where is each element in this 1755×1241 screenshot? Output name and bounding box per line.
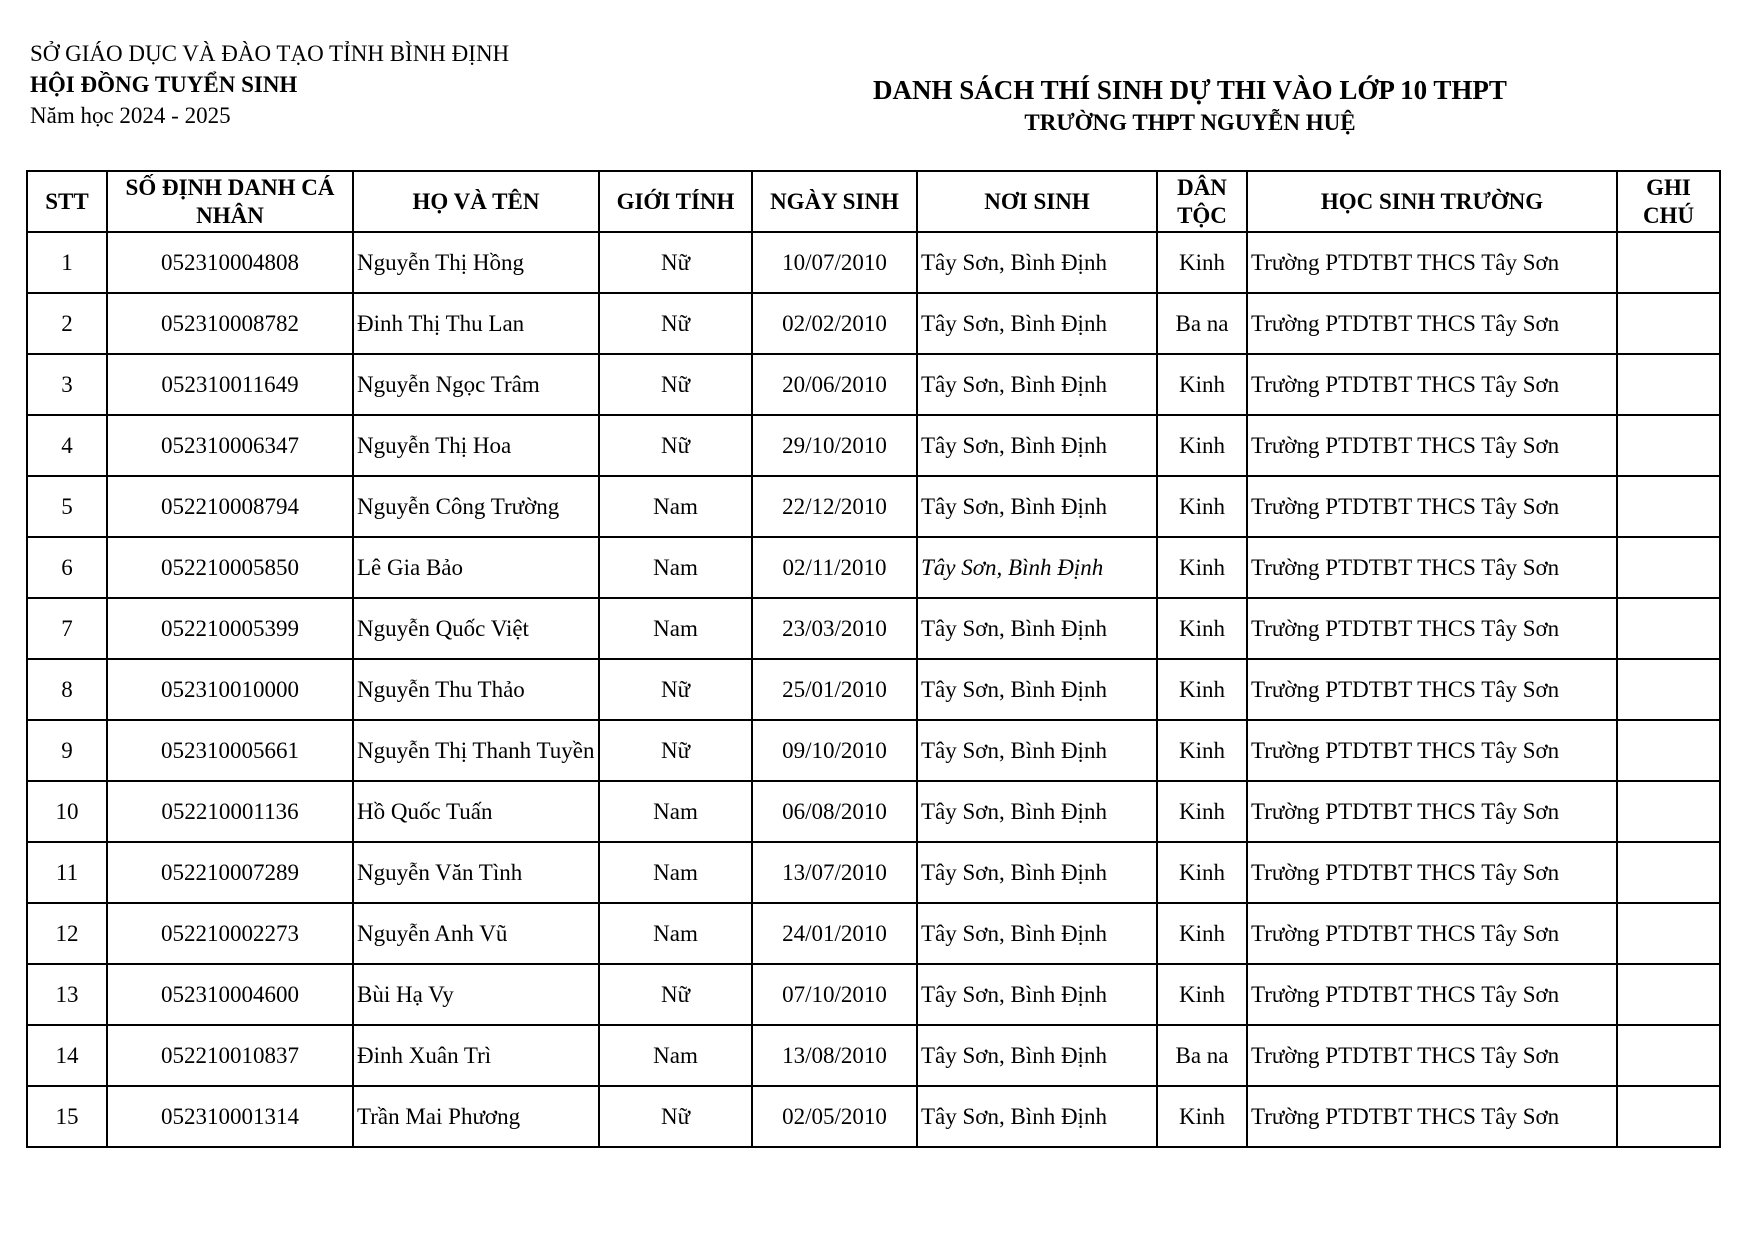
cell-school: Trường PTDTBT THCS Tây Sơn: [1247, 659, 1617, 720]
cell-gender: Nữ: [599, 232, 752, 293]
cell-stt: 8: [27, 659, 107, 720]
cell-note: [1617, 354, 1720, 415]
cell-id: 052210001136: [107, 781, 353, 842]
cell-ethnicity: Kinh: [1157, 903, 1247, 964]
cell-gender: Nam: [599, 537, 752, 598]
cell-note: [1617, 537, 1720, 598]
cell-name: Nguyễn Thị Thanh Tuyền: [353, 720, 599, 781]
document-title: DANH SÁCH THÍ SINH DỰ THI VÀO LỚP 10 THPT: [873, 75, 1507, 105]
cell-school: Trường PTDTBT THCS Tây Sơn: [1247, 903, 1617, 964]
cell-stt: 5: [27, 476, 107, 537]
cell-gender: Nữ: [599, 659, 752, 720]
cell-ethnicity: Kinh: [1157, 598, 1247, 659]
cell-stt: 10: [27, 781, 107, 842]
cell-birthplace: Tây Sơn, Bình Định: [917, 598, 1157, 659]
table-header-row: [27, 171, 1720, 232]
cell-name: Hồ Quốc Tuấn: [353, 781, 599, 842]
cell-school: Trường PTDTBT THCS Tây Sơn: [1247, 720, 1617, 781]
cell-dob: 02/11/2010: [752, 537, 917, 598]
cell-name: Đinh Thị Thu Lan: [353, 293, 599, 354]
department-name: SỞ GIÁO DỤC VÀ ĐÀO TẠO TỈNH BÌNH ĐỊNH: [30, 41, 510, 66]
cell-id: 052210010837: [107, 1025, 353, 1086]
cell-gender: Nữ: [599, 354, 752, 415]
cell-note: [1617, 415, 1720, 476]
cell-note: [1617, 598, 1720, 659]
cell-note: [1617, 1086, 1720, 1147]
cell-stt: 1: [27, 232, 107, 293]
cell-birthplace: Tây Sơn, Bình Định: [917, 1086, 1157, 1147]
cell-gender: Nam: [599, 598, 752, 659]
candidate-table: [26, 170, 1721, 1148]
cell-name: Nguyễn Công Trường: [353, 476, 599, 537]
cell-id: 052310008782: [107, 293, 353, 354]
cell-birthplace: Tây Sơn, Bình Định: [917, 537, 1157, 598]
table-row: [27, 354, 1720, 415]
cell-id: 052310010000: [107, 659, 353, 720]
cell-ethnicity: Ba na: [1157, 1025, 1247, 1086]
table-row: [27, 659, 1720, 720]
cell-stt: 11: [27, 842, 107, 903]
cell-id: 052310005661: [107, 720, 353, 781]
cell-dob: 22/12/2010: [752, 476, 917, 537]
cell-school: Trường PTDTBT THCS Tây Sơn: [1247, 293, 1617, 354]
cell-stt: 7: [27, 598, 107, 659]
cell-dob: 25/01/2010: [752, 659, 917, 720]
cell-gender: Nam: [599, 842, 752, 903]
cell-note: [1617, 903, 1720, 964]
issuer-block: [30, 38, 509, 131]
cell-dob: 02/02/2010: [752, 293, 917, 354]
cell-ethnicity: Kinh: [1157, 354, 1247, 415]
cell-name: Nguyễn Thị Hoa: [353, 415, 599, 476]
table-row: [27, 1086, 1720, 1147]
cell-dob: 29/10/2010: [752, 415, 917, 476]
cell-stt: 3: [27, 354, 107, 415]
cell-note: [1617, 659, 1720, 720]
cell-school: Trường PTDTBT THCS Tây Sơn: [1247, 781, 1617, 842]
cell-ethnicity: Ba na: [1157, 293, 1247, 354]
council-name: HỘI ĐỒNG TUYỂN SINH: [30, 72, 298, 97]
cell-ethnicity: Kinh: [1157, 1086, 1247, 1147]
cell-dob: 24/01/2010: [752, 903, 917, 964]
cell-gender: Nữ: [599, 293, 752, 354]
cell-dob: 02/05/2010: [752, 1086, 917, 1147]
cell-stt: 15: [27, 1086, 107, 1147]
cell-birthplace: Tây Sơn, Bình Định: [917, 476, 1157, 537]
cell-ethnicity: Kinh: [1157, 781, 1247, 842]
cell-school: Trường PTDTBT THCS Tây Sơn: [1247, 415, 1617, 476]
col-header-birthplace: NƠI SINH: [917, 171, 1157, 232]
cell-name: Nguyễn Văn Tình: [353, 842, 599, 903]
cell-school: Trường PTDTBT THCS Tây Sơn: [1247, 476, 1617, 537]
cell-birthplace: Tây Sơn, Bình Định: [917, 232, 1157, 293]
cell-id: 052210007289: [107, 842, 353, 903]
cell-stt: 9: [27, 720, 107, 781]
cell-name: Nguyễn Thu Thảo: [353, 659, 599, 720]
cell-ethnicity: Kinh: [1157, 537, 1247, 598]
cell-gender: Nam: [599, 1025, 752, 1086]
cell-note: [1617, 1025, 1720, 1086]
cell-id: 052310011649: [107, 354, 353, 415]
table-row: [27, 537, 1720, 598]
cell-school: Trường PTDTBT THCS Tây Sơn: [1247, 598, 1617, 659]
cell-name: Lê Gia Bảo: [353, 537, 599, 598]
cell-stt: 12: [27, 903, 107, 964]
cell-ethnicity: Kinh: [1157, 659, 1247, 720]
table-row: [27, 903, 1720, 964]
cell-gender: Nam: [599, 781, 752, 842]
cell-school: Trường PTDTBT THCS Tây Sơn: [1247, 354, 1617, 415]
cell-ethnicity: Kinh: [1157, 232, 1247, 293]
cell-id: 052310004600: [107, 964, 353, 1025]
cell-school: Trường PTDTBT THCS Tây Sơn: [1247, 537, 1617, 598]
table-row: [27, 598, 1720, 659]
cell-gender: Nam: [599, 903, 752, 964]
table-row: [27, 232, 1720, 293]
cell-id: 052310006347: [107, 415, 353, 476]
cell-school: Trường PTDTBT THCS Tây Sơn: [1247, 1086, 1617, 1147]
table-body: [27, 232, 1720, 1147]
cell-note: [1617, 476, 1720, 537]
table-row: [27, 293, 1720, 354]
table-row: [27, 781, 1720, 842]
cell-id: 052210002273: [107, 903, 353, 964]
cell-dob: 23/03/2010: [752, 598, 917, 659]
cell-name: Bùi Hạ Vy: [353, 964, 599, 1025]
cell-note: [1617, 964, 1720, 1025]
cell-note: [1617, 842, 1720, 903]
col-header-id: SỐ ĐỊNH DANH CÁ NHÂN: [107, 171, 353, 232]
cell-birthplace: Tây Sơn, Bình Định: [917, 903, 1157, 964]
cell-stt: 14: [27, 1025, 107, 1086]
document-subtitle: TRƯỜNG THPT NGUYỄN HUỆ: [1024, 110, 1356, 135]
cell-gender: Nữ: [599, 1086, 752, 1147]
cell-dob: 10/07/2010: [752, 232, 917, 293]
table-row: [27, 1025, 1720, 1086]
cell-ethnicity: Kinh: [1157, 476, 1247, 537]
cell-birthplace: Tây Sơn, Bình Định: [917, 842, 1157, 903]
cell-id: 052310001314: [107, 1086, 353, 1147]
col-header-dob: NGÀY SINH: [752, 171, 917, 232]
cell-note: [1617, 720, 1720, 781]
cell-birthplace: Tây Sơn, Bình Định: [917, 1025, 1157, 1086]
cell-id: 052210005850: [107, 537, 353, 598]
cell-gender: Nam: [599, 476, 752, 537]
table-row: [27, 720, 1720, 781]
cell-birthplace: Tây Sơn, Bình Định: [917, 415, 1157, 476]
cell-dob: 06/08/2010: [752, 781, 917, 842]
cell-ethnicity: Kinh: [1157, 842, 1247, 903]
cell-stt: 2: [27, 293, 107, 354]
cell-ethnicity: Kinh: [1157, 415, 1247, 476]
cell-name: Trần Mai Phương: [353, 1086, 599, 1147]
cell-note: [1617, 293, 1720, 354]
cell-birthplace: Tây Sơn, Bình Định: [917, 354, 1157, 415]
cell-school: Trường PTDTBT THCS Tây Sơn: [1247, 842, 1617, 903]
cell-dob: 13/07/2010: [752, 842, 917, 903]
table-row: [27, 964, 1720, 1025]
cell-ethnicity: Kinh: [1157, 720, 1247, 781]
title-block: [780, 72, 1600, 138]
cell-dob: 09/10/2010: [752, 720, 917, 781]
table-row: [27, 842, 1720, 903]
cell-birthplace: Tây Sơn, Bình Định: [917, 964, 1157, 1025]
col-header-name: HỌ VÀ TÊN: [353, 171, 599, 232]
cell-id: 052210008794: [107, 476, 353, 537]
cell-stt: 4: [27, 415, 107, 476]
cell-birthplace: Tây Sơn, Bình Định: [917, 720, 1157, 781]
cell-name: Nguyễn Anh Vũ: [353, 903, 599, 964]
cell-school: Trường PTDTBT THCS Tây Sơn: [1247, 964, 1617, 1025]
cell-note: [1617, 232, 1720, 293]
school-year: Năm học 2024 - 2025: [30, 103, 231, 128]
cell-name: Nguyễn Thị Hồng: [353, 232, 599, 293]
cell-gender: Nữ: [599, 415, 752, 476]
cell-birthplace: Tây Sơn, Bình Định: [917, 293, 1157, 354]
table-row: [27, 476, 1720, 537]
cell-school: Trường PTDTBT THCS Tây Sơn: [1247, 232, 1617, 293]
cell-name: Nguyễn Quốc Việt: [353, 598, 599, 659]
col-header-school: HỌC SINH TRƯỜNG: [1247, 171, 1617, 232]
cell-dob: 13/08/2010: [752, 1025, 917, 1086]
col-header-gender: GIỚI TÍNH: [599, 171, 752, 232]
col-header-note: GHI CHÚ: [1617, 171, 1720, 232]
col-header-ethnicity: DÂN TỘC: [1157, 171, 1247, 232]
cell-gender: Nữ: [599, 964, 752, 1025]
cell-note: [1617, 781, 1720, 842]
cell-ethnicity: Kinh: [1157, 964, 1247, 1025]
cell-stt: 13: [27, 964, 107, 1025]
table-row: [27, 415, 1720, 476]
cell-id: 052310004808: [107, 232, 353, 293]
cell-school: Trường PTDTBT THCS Tây Sơn: [1247, 1025, 1617, 1086]
cell-dob: 07/10/2010: [752, 964, 917, 1025]
cell-stt: 6: [27, 537, 107, 598]
cell-id: 052210005399: [107, 598, 353, 659]
cell-dob: 20/06/2010: [752, 354, 917, 415]
cell-name: Nguyễn Ngọc Trâm: [353, 354, 599, 415]
cell-name: Đinh Xuân Trì: [353, 1025, 599, 1086]
cell-gender: Nữ: [599, 720, 752, 781]
cell-birthplace: Tây Sơn, Bình Định: [917, 781, 1157, 842]
cell-birthplace: Tây Sơn, Bình Định: [917, 659, 1157, 720]
col-header-stt: STT: [27, 171, 107, 232]
